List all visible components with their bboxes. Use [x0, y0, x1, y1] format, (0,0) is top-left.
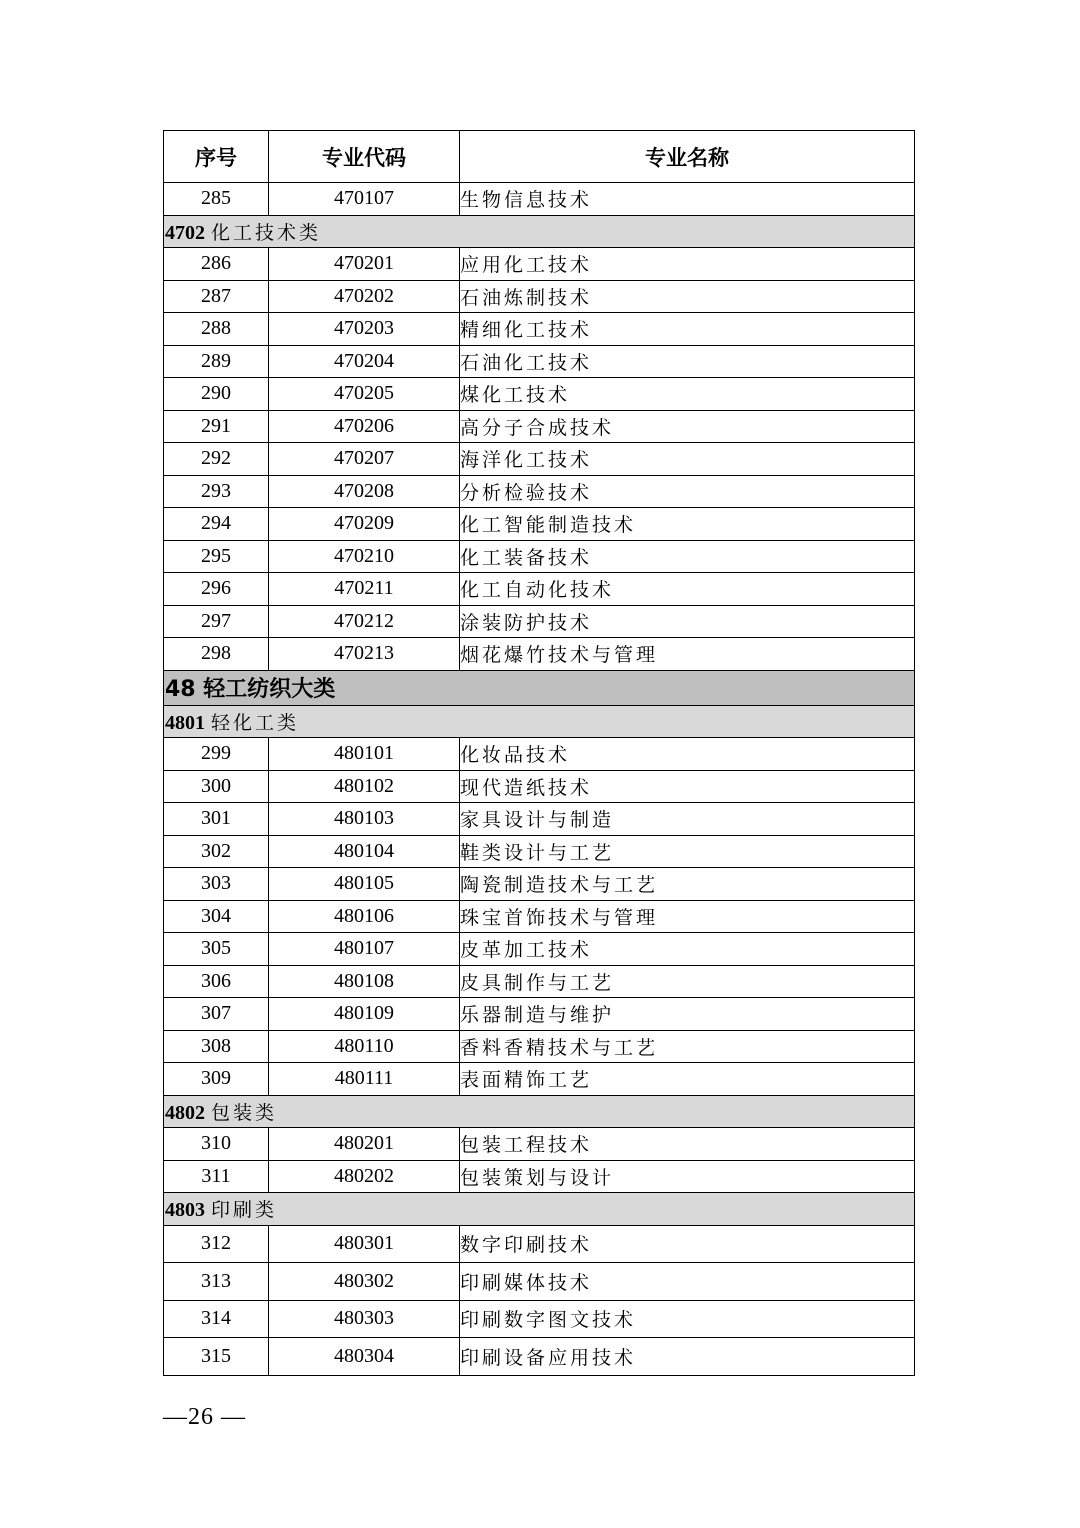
seq-cell: 285: [164, 183, 269, 216]
code-cell: 470201: [269, 248, 460, 281]
table-header-row: [164, 131, 915, 183]
code-cell: 480108: [269, 965, 460, 998]
category-code: 4803: [165, 1199, 205, 1222]
table-row: [164, 1263, 915, 1301]
code-cell: 480303: [269, 1300, 460, 1338]
category-row: [164, 1095, 915, 1128]
name-cell: 化工装备技术: [460, 540, 915, 573]
seq-cell: 302: [164, 835, 269, 868]
header-code: 专业代码: [269, 131, 460, 183]
name-cell: 分析检验技术: [460, 475, 915, 508]
seq-cell: 311: [164, 1160, 269, 1193]
category-row: [164, 705, 915, 738]
table-row: [164, 280, 915, 313]
table-row: [164, 638, 915, 671]
seq-cell: 290: [164, 378, 269, 411]
table-row: [164, 900, 915, 933]
header-seq: 序号: [164, 131, 269, 183]
code-cell: 480302: [269, 1263, 460, 1301]
table-row: [164, 475, 915, 508]
majors-table: [163, 130, 915, 1376]
category-row: [164, 1193, 915, 1226]
name-cell: 化妆品技术: [460, 738, 915, 771]
code-cell: 470211: [269, 573, 460, 606]
table-row: [164, 803, 915, 836]
table-row: [164, 738, 915, 771]
table-row: [164, 605, 915, 638]
seq-cell: 309: [164, 1063, 269, 1096]
code-cell: 480110: [269, 1030, 460, 1063]
name-cell: 香料香精技术与工艺: [460, 1030, 915, 1063]
table-row: [164, 443, 915, 476]
code-cell: 480304: [269, 1338, 460, 1376]
table-row: [164, 1300, 915, 1338]
code-cell: 480103: [269, 803, 460, 836]
name-cell: 煤化工技术: [460, 378, 915, 411]
table-row: [164, 965, 915, 998]
name-cell: 陶瓷制造技术与工艺: [460, 868, 915, 901]
name-cell: 鞋类设计与工艺: [460, 835, 915, 868]
table-row: [164, 1128, 915, 1161]
code-cell: 480109: [269, 998, 460, 1031]
table-row: [164, 508, 915, 541]
code-cell: 480104: [269, 835, 460, 868]
category-cell: [164, 215, 915, 248]
name-cell: 数字印刷技术: [460, 1225, 915, 1263]
code-cell: 480102: [269, 770, 460, 803]
name-cell: 应用化工技术: [460, 248, 915, 281]
table-row: [164, 933, 915, 966]
code-cell: 470210: [269, 540, 460, 573]
code-cell: 470205: [269, 378, 460, 411]
name-cell: 海洋化工技术: [460, 443, 915, 476]
code-cell: 470203: [269, 313, 460, 346]
seq-cell: 292: [164, 443, 269, 476]
name-cell: 表面精饰工艺: [460, 1063, 915, 1096]
code-cell: 470213: [269, 638, 460, 671]
category-cell: [164, 1095, 915, 1128]
table-row: [164, 998, 915, 1031]
table-row: [164, 378, 915, 411]
table-row: [164, 1338, 915, 1376]
category-cell: [164, 1193, 915, 1226]
category-name: 轻化工类: [211, 711, 300, 734]
seq-cell: 299: [164, 738, 269, 771]
seq-cell: 313: [164, 1263, 269, 1301]
table-row: [164, 1225, 915, 1263]
name-cell: 印刷设备应用技术: [460, 1338, 915, 1376]
category-code: 4702: [165, 221, 205, 244]
page-number: —26 —: [163, 1404, 246, 1430]
category-name: 化工技术类: [211, 221, 322, 244]
code-cell: 470206: [269, 410, 460, 443]
code-cell: 480201: [269, 1128, 460, 1161]
category-code: 4802: [165, 1101, 205, 1124]
seq-cell: 297: [164, 605, 269, 638]
name-cell: 家具设计与制造: [460, 803, 915, 836]
code-cell: 470209: [269, 508, 460, 541]
seq-cell: 303: [164, 868, 269, 901]
category-row: [164, 215, 915, 248]
category-code: 4801: [165, 711, 205, 734]
table-row: [164, 1030, 915, 1063]
code-cell: 470107: [269, 183, 460, 216]
code-cell: 480105: [269, 868, 460, 901]
name-cell: 包装策划与设计: [460, 1160, 915, 1193]
seq-cell: 289: [164, 345, 269, 378]
name-cell: 包装工程技术: [460, 1128, 915, 1161]
seq-cell: 312: [164, 1225, 269, 1263]
seq-cell: 308: [164, 1030, 269, 1063]
name-cell: 皮具制作与工艺: [460, 965, 915, 998]
seq-cell: 287: [164, 280, 269, 313]
seq-cell: 294: [164, 508, 269, 541]
table-row: [164, 835, 915, 868]
seq-cell: 304: [164, 900, 269, 933]
table-row: [164, 868, 915, 901]
table-row: [164, 313, 915, 346]
code-cell: 480107: [269, 933, 460, 966]
name-cell: 生物信息技术: [460, 183, 915, 216]
name-cell: 高分子合成技术: [460, 410, 915, 443]
seq-cell: 306: [164, 965, 269, 998]
code-cell: 470207: [269, 443, 460, 476]
table-row: [164, 770, 915, 803]
table-row: [164, 573, 915, 606]
category-name: 包装类: [211, 1101, 278, 1124]
table-row: [164, 248, 915, 281]
code-cell: 480101: [269, 738, 460, 771]
code-cell: 470202: [269, 280, 460, 313]
major-category-row: [164, 670, 915, 705]
seq-cell: 314: [164, 1300, 269, 1338]
name-cell: 乐器制造与维护: [460, 998, 915, 1031]
table-row: [164, 410, 915, 443]
seq-cell: 300: [164, 770, 269, 803]
table-row: [164, 183, 915, 216]
name-cell: 石油化工技术: [460, 345, 915, 378]
name-cell: 现代造纸技术: [460, 770, 915, 803]
name-cell: 化工智能制造技术: [460, 508, 915, 541]
code-cell: 470212: [269, 605, 460, 638]
seq-cell: 291: [164, 410, 269, 443]
code-cell: 480106: [269, 900, 460, 933]
table-row: [164, 345, 915, 378]
name-cell: 印刷媒体技术: [460, 1263, 915, 1301]
code-cell: 480301: [269, 1225, 460, 1263]
code-cell: 480202: [269, 1160, 460, 1193]
seq-cell: 307: [164, 998, 269, 1031]
seq-cell: 296: [164, 573, 269, 606]
name-cell: 精细化工技术: [460, 313, 915, 346]
seq-cell: 301: [164, 803, 269, 836]
table-body: [164, 183, 915, 1376]
table-row: [164, 540, 915, 573]
header-name: 专业名称: [460, 131, 915, 183]
seq-cell: 288: [164, 313, 269, 346]
name-cell: 印刷数字图文技术: [460, 1300, 915, 1338]
name-cell: 涂装防护技术: [460, 605, 915, 638]
name-cell: 化工自动化技术: [460, 573, 915, 606]
seq-cell: 295: [164, 540, 269, 573]
name-cell: 石油炼制技术: [460, 280, 915, 313]
seq-cell: 310: [164, 1128, 269, 1161]
seq-cell: 286: [164, 248, 269, 281]
code-cell: 470208: [269, 475, 460, 508]
name-cell: 珠宝首饰技术与管理: [460, 900, 915, 933]
name-cell: 皮革加工技术: [460, 933, 915, 966]
table-row: [164, 1063, 915, 1096]
category-name: 印刷类: [211, 1199, 278, 1222]
seq-cell: 315: [164, 1338, 269, 1376]
seq-cell: 298: [164, 638, 269, 671]
code-cell: 480111: [269, 1063, 460, 1096]
major-category-label: 48 轻工纺织大类: [164, 670, 915, 705]
code-cell: 470204: [269, 345, 460, 378]
name-cell: 烟花爆竹技术与管理: [460, 638, 915, 671]
seq-cell: 293: [164, 475, 269, 508]
seq-cell: 305: [164, 933, 269, 966]
category-cell: [164, 705, 915, 738]
table-row: [164, 1160, 915, 1193]
